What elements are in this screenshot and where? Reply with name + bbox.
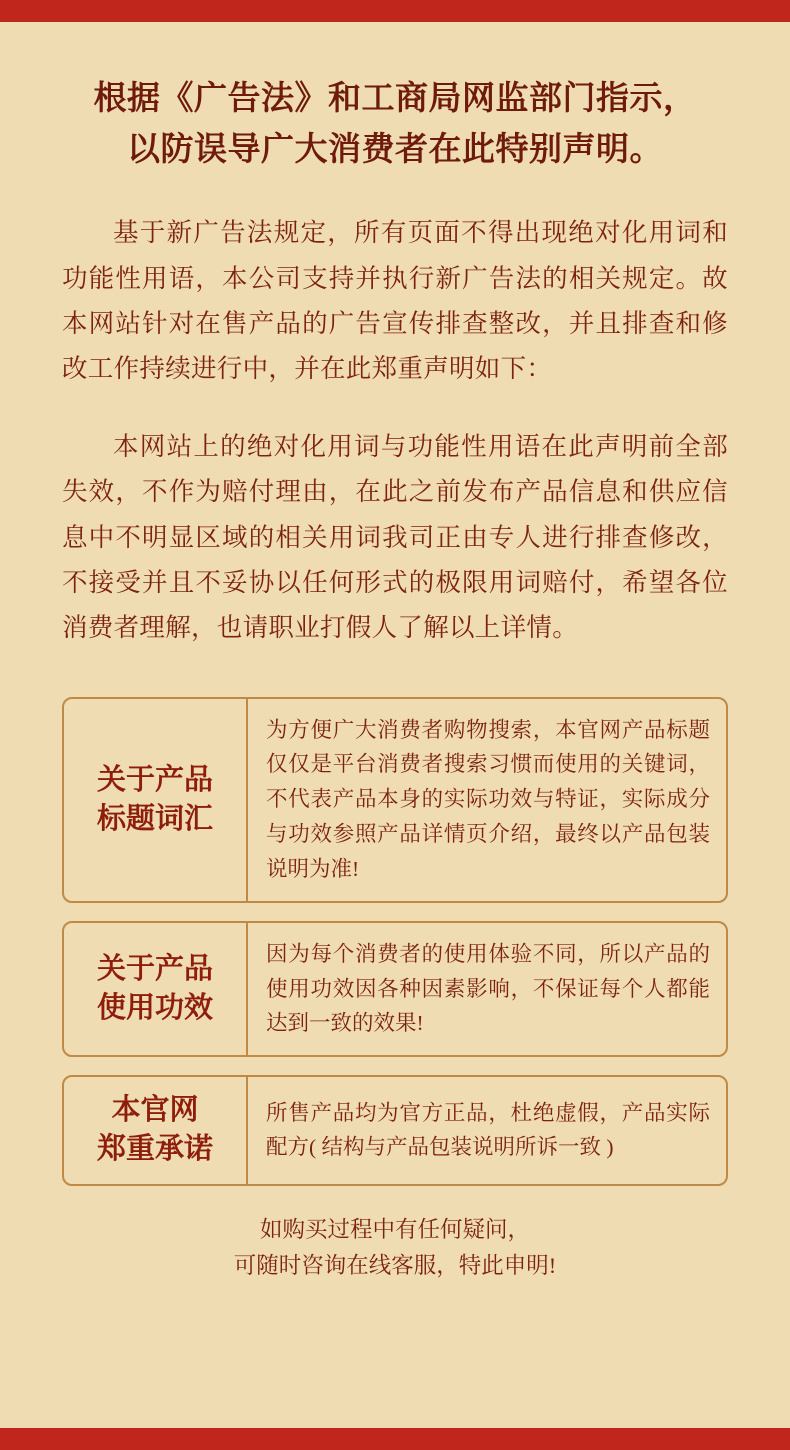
- statement-box-title-line-1: 关于产品: [96, 763, 213, 796]
- statement-box-product-efficacy: [62, 921, 728, 1057]
- statement-box-title-line-1: 关于产品: [96, 952, 213, 985]
- statement-box-body: [248, 699, 726, 901]
- footer-note-line-1: 如购买过程中有任何疑问，: [259, 1216, 530, 1242]
- statement-paragraph-1: 基于新广告法规定，所有页面不得出现绝对化用词和功能性用语，本公司支持并执行新广告法的相关规定。故本网站针对在售产品的广告宣传排查整改，并且排查和修改工作持续进行中，并在此郑重声明如下：: [62, 218, 728, 384]
- footer-note: [62, 1212, 728, 1284]
- statement-box-list: [62, 697, 728, 1186]
- page-title-line-1: 根据《广告法》和工商局网监部门指示，: [93, 81, 697, 117]
- footer-note-line-2: 可随时咨询在线客服，特此申明!: [233, 1252, 557, 1278]
- statement-box-product-title: [62, 697, 728, 903]
- statement-box-body-text: 所售产品均为官方正品，杜绝虚假，产品实际配方( 结构与产品包装说明所诉一致 ): [266, 1100, 710, 1160]
- statement-paragraph-2: 本网站上的绝对化用词与功能性用语在此声明前全部失效，不作为赔付理由，在此之前发布产品信息和供应信息中不明显区域的相关用词我司正由专人进行排查修改，不接受并且不妥协以任何形式的极限用词赔付，希望各位消费者理解，也请职业打假人了解以上详情。: [62, 431, 728, 643]
- statement-box-title: [64, 923, 248, 1055]
- statement-box-title: [64, 699, 248, 901]
- bottom-decorative-bar: [0, 1428, 790, 1450]
- statement-box-official-promise: [62, 1075, 728, 1185]
- statement-box-body: [248, 923, 726, 1055]
- statement-box-body-text: 因为每个消费者的使用体验不同，所以产品的使用功效因各种因素影响，不保证每个人都能达到一致的效果!: [266, 941, 710, 1036]
- statement-box-body: [248, 1077, 726, 1183]
- statement-box-title: [64, 1077, 248, 1183]
- statement-box-title-line-2: 标题词汇: [96, 802, 213, 835]
- page-title: [62, 74, 728, 176]
- statement-box-title-line-1: 本官网: [111, 1094, 199, 1127]
- statement-box-title-line-2: 使用功效: [96, 992, 213, 1025]
- statement-box-title-line-2: 郑重承诺: [96, 1133, 213, 1166]
- top-decorative-bar: [0, 0, 790, 22]
- statement-box-body-text: 为方便广大消费者购物搜索，本官网产品标题仅仅是平台消费者搜索习惯而使用的关键词，不代表产品本身的实际功效与特证，实际成分与功效参照产品详情页介绍，最终以产品包装说明为准!: [266, 717, 710, 881]
- page-title-line-2: 以防误导广大消费者在此特别声明。: [127, 132, 663, 169]
- page-content: [0, 22, 790, 1428]
